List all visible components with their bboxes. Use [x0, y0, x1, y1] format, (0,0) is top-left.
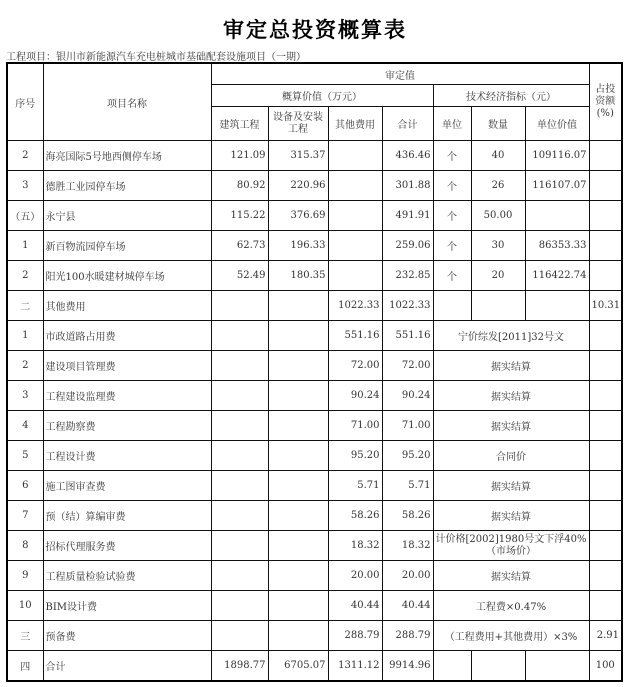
cell-unit: 个 — [433, 261, 471, 291]
cell-share: 2.91 — [589, 621, 622, 651]
cell-equipment — [268, 501, 328, 531]
cell-total: 58.26 — [382, 501, 433, 531]
cell-total: 71.00 — [382, 411, 433, 441]
cell-building — [211, 471, 268, 501]
cell-total: 90.24 — [382, 381, 433, 411]
cell-other: 5.71 — [328, 471, 382, 501]
cell-equipment — [268, 591, 328, 621]
table-row — [7, 231, 622, 261]
cell-building: 80.92 — [211, 171, 268, 201]
cell-seq: 6 — [7, 471, 43, 501]
cell-qty: 40 — [471, 141, 525, 171]
cell-building — [211, 621, 268, 651]
cell-name: 预备费 — [43, 621, 211, 651]
cell-unit-price: 109116.07 — [525, 141, 589, 171]
cell-total: 5.71 — [382, 471, 433, 501]
cell-other — [328, 201, 382, 231]
cell-seq: 10 — [7, 591, 43, 621]
cell-equipment: 220.96 — [268, 171, 328, 201]
cell-building: 52.49 — [211, 261, 268, 291]
cell-note: 据实结算 — [433, 351, 589, 381]
cell-total: 72.00 — [382, 351, 433, 381]
cell-equipment: 376.69 — [268, 201, 328, 231]
cell-qty — [471, 291, 525, 321]
cell-name: 市政道路占用费 — [43, 321, 211, 351]
cell-unit: 个 — [433, 231, 471, 261]
table-row-fee — [7, 381, 622, 411]
table-row-fee — [7, 471, 622, 501]
cell-share: 10.31 — [589, 291, 622, 321]
cell-building — [211, 381, 268, 411]
cell-note: （工程费用+其他费用）×3% — [433, 621, 589, 651]
cell-name: 合计 — [43, 651, 211, 682]
cell-share — [589, 441, 622, 471]
cell-total: 232.85 — [382, 261, 433, 291]
table-row — [7, 261, 622, 291]
cell-building — [211, 531, 268, 561]
cell-share — [589, 471, 622, 501]
cell-total: 301.88 — [382, 171, 433, 201]
cell-share — [589, 411, 622, 441]
cell-note: 宁价综发[2011]32号文 — [433, 321, 589, 351]
cell-total: 288.79 — [382, 621, 433, 651]
cell-equipment: 196.33 — [268, 231, 328, 261]
cell-other: 58.26 — [328, 501, 382, 531]
cell-name: 招标代理服务费 — [43, 531, 211, 561]
table-row-section — [7, 621, 622, 651]
cell-qty: 30 — [471, 231, 525, 261]
cell-note: 工程费×0.47% — [433, 591, 589, 621]
cell-unit: 个 — [433, 171, 471, 201]
investment-table — [6, 62, 623, 682]
cell-equipment — [268, 411, 328, 441]
table-row-fee — [7, 321, 622, 351]
header-qty: 数量 — [471, 107, 525, 141]
cell-unit-price — [525, 651, 589, 682]
cell-unit-price: 116107.07 — [525, 171, 589, 201]
cell-building — [211, 561, 268, 591]
cell-seq: 2 — [7, 141, 43, 171]
cell-unit — [433, 651, 471, 682]
cell-note: 计价格[2002]1980号文下浮40%（市场价） — [433, 531, 589, 561]
cell-total: 18.32 — [382, 531, 433, 561]
table-row-fee — [7, 591, 622, 621]
cell-other: 40.44 — [328, 591, 382, 621]
cell-share — [589, 231, 622, 261]
cell-building — [211, 591, 268, 621]
cell-share: 100 — [589, 651, 622, 682]
cell-name: 德胜工业园停车场 — [43, 171, 211, 201]
cell-share — [589, 531, 622, 561]
cell-total: 95.20 — [382, 441, 433, 471]
project-subtitle: 工程项目：银川市新能源汽车充电桩城市基础配套设施项目（一期） — [6, 52, 306, 63]
header-name: 项目名称 — [43, 63, 211, 141]
cell-other — [328, 141, 382, 171]
header-other: 其他费用 — [328, 107, 382, 141]
cell-other: 1311.12 — [328, 651, 382, 682]
cell-seq: 7 — [7, 501, 43, 531]
cell-qty: 20 — [471, 261, 525, 291]
header-unit: 单位 — [433, 107, 471, 141]
cell-note: 据实结算 — [433, 561, 589, 591]
table-row — [7, 141, 622, 171]
cell-name: 其他费用 — [43, 291, 211, 321]
cell-seq: 9 — [7, 561, 43, 591]
cell-share — [589, 261, 622, 291]
cell-name: 阳光100水暖建材城停车场 — [43, 261, 211, 291]
cell-equipment — [268, 441, 328, 471]
cell-other: 71.00 — [328, 411, 382, 441]
cell-total: 551.16 — [382, 321, 433, 351]
table-row-fee — [7, 561, 622, 591]
cell-equipment — [268, 291, 328, 321]
page-title: 审定总投资概算表 — [223, 18, 407, 42]
cell-unit-price — [525, 291, 589, 321]
cell-equipment — [268, 351, 328, 381]
cell-other — [328, 231, 382, 261]
cell-other: 18.32 — [328, 531, 382, 561]
cell-equipment — [268, 621, 328, 651]
cell-name: 新百物流园停车场 — [43, 231, 211, 261]
cell-name: 工程设计费 — [43, 441, 211, 471]
cell-building: 1898.77 — [211, 651, 268, 682]
cell-seq: 1 — [7, 321, 43, 351]
cell-unit-price — [525, 201, 589, 231]
cell-seq: 3 — [7, 381, 43, 411]
cell-share — [589, 171, 622, 201]
cell-note: 据实结算 — [433, 501, 589, 531]
cell-building: 62.73 — [211, 231, 268, 261]
cell-share — [589, 381, 622, 411]
header-equipment: 设备及安装工程 — [268, 107, 328, 141]
cell-total: 1022.33 — [382, 291, 433, 321]
cell-equipment — [268, 471, 328, 501]
cell-other: 1022.33 — [328, 291, 382, 321]
cell-building — [211, 441, 268, 471]
cell-name: 海亮国际5号地西侧停车场 — [43, 141, 211, 171]
cell-building — [211, 501, 268, 531]
cell-equipment — [268, 321, 328, 351]
cell-share — [589, 501, 622, 531]
cell-building — [211, 291, 268, 321]
header-budget-group: 概算价值（万元） — [211, 85, 433, 107]
header-approved: 审定值 — [211, 63, 589, 85]
header-total: 合计 — [382, 107, 433, 141]
cell-equipment: 180.35 — [268, 261, 328, 291]
cell-other: 288.79 — [328, 621, 382, 651]
cell-other: 20.00 — [328, 561, 382, 591]
cell-name: 工程建设监理费 — [43, 381, 211, 411]
cell-equipment: 315.37 — [268, 141, 328, 171]
cell-note: 据实结算 — [433, 471, 589, 501]
cell-unit: 个 — [433, 141, 471, 171]
cell-name: BIM设计费 — [43, 591, 211, 621]
cell-seq: 三 — [7, 621, 43, 651]
cell-other — [328, 261, 382, 291]
header-unit-price: 单位价值 — [525, 107, 589, 141]
cell-equipment — [268, 381, 328, 411]
cell-unit — [433, 291, 471, 321]
cell-seq: 2 — [7, 351, 43, 381]
cell-building — [211, 321, 268, 351]
header-share: 占投资额(%) — [589, 63, 622, 141]
cell-share — [589, 351, 622, 381]
cell-total: 491.91 — [382, 201, 433, 231]
cell-seq: 2 — [7, 261, 43, 291]
cell-seq: 四 — [7, 651, 43, 682]
cell-total: 40.44 — [382, 591, 433, 621]
cell-other: 90.24 — [328, 381, 382, 411]
cell-other — [328, 171, 382, 201]
cell-note: 据实结算 — [433, 411, 589, 441]
header-seq: 序号 — [7, 63, 43, 141]
cell-unit: 个 — [433, 201, 471, 231]
cell-total: 9914.96 — [382, 651, 433, 682]
cell-name: 永宁县 — [43, 201, 211, 231]
cell-unit-price: 86353.33 — [525, 231, 589, 261]
table-row — [7, 171, 622, 201]
cell-name: 预（结）算编审费 — [43, 501, 211, 531]
cell-building: 115.22 — [211, 201, 268, 231]
cell-unit-price: 116422.74 — [525, 261, 589, 291]
cell-equipment — [268, 531, 328, 561]
cell-qty — [471, 651, 525, 682]
table-row-fee — [7, 411, 622, 441]
cell-share — [589, 561, 622, 591]
cell-building — [211, 351, 268, 381]
table-row-section — [7, 291, 622, 321]
table-row-fee — [7, 501, 622, 531]
cell-seq: 8 — [7, 531, 43, 561]
header-tech-group: 技术经济指标（元） — [433, 85, 589, 107]
cell-share — [589, 141, 622, 171]
cell-share — [589, 201, 622, 231]
cell-qty: 50.00 — [471, 201, 525, 231]
cell-building — [211, 411, 268, 441]
table-row-total — [7, 651, 622, 682]
cell-seq: （五） — [7, 201, 43, 231]
cell-seq: 4 — [7, 411, 43, 441]
cell-other: 72.00 — [328, 351, 382, 381]
cell-building: 121.09 — [211, 141, 268, 171]
cell-share — [589, 591, 622, 621]
cell-name: 建设项目管理费 — [43, 351, 211, 381]
cell-name: 施工图审查费 — [43, 471, 211, 501]
cell-qty: 26 — [471, 171, 525, 201]
cell-other: 551.16 — [328, 321, 382, 351]
cell-seq: 1 — [7, 231, 43, 261]
cell-seq: 二 — [7, 291, 43, 321]
table-header — [7, 63, 622, 141]
cell-share — [589, 321, 622, 351]
cell-total: 20.00 — [382, 561, 433, 591]
cell-name: 工程质量检验试验费 — [43, 561, 211, 591]
cell-equipment: 6705.07 — [268, 651, 328, 682]
cell-note: 合同价 — [433, 441, 589, 471]
cell-seq: 5 — [7, 441, 43, 471]
header-building: 建筑工程 — [211, 107, 268, 141]
table-row-fee — [7, 531, 622, 561]
cell-total: 259.06 — [382, 231, 433, 261]
cell-total: 436.46 — [382, 141, 433, 171]
cell-name: 工程勘察费 — [43, 411, 211, 441]
table-body — [7, 141, 622, 682]
table-row-fee — [7, 441, 622, 471]
table-row-fee — [7, 351, 622, 381]
cell-note: 据实结算 — [433, 381, 589, 411]
cell-seq: 3 — [7, 171, 43, 201]
cell-equipment — [268, 561, 328, 591]
cell-other: 95.20 — [328, 441, 382, 471]
table-row-subtotal — [7, 201, 622, 231]
